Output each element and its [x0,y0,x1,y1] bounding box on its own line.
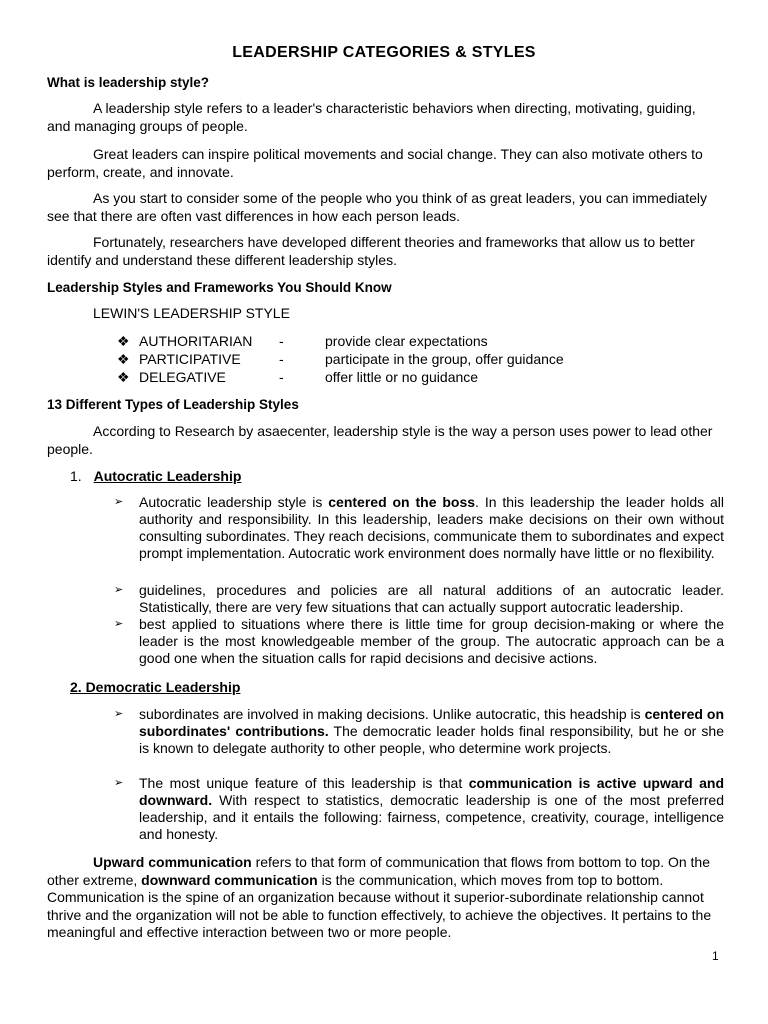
types-heading: 13 Different Types of Leadership Styles [47,397,299,412]
text-run: The most unique feature of this leadership is that [139,775,469,791]
text-run: is the communication, which moves from top to bottom. Communication is the spine of an organization because without it superior-subordinate relationship cannot thrive and the organization will not be able to function effectively, to achieve the objectives. It pertains to the meaningful and effective interaction between two or more people. [47,871,712,940]
bold-run: Upward communication [93,854,252,870]
autocratic-title: Autocratic Leadership [93,468,242,484]
autocratic-bullet-3 [114,616,724,667]
lewin-item-name: AUTHORITARIAN [139,333,253,349]
arrow-bullet-icon: ➢ [114,618,124,630]
diamond-bullet-icon: ❖ [117,333,130,349]
bullet-text: guidelines, procedures and policies are all natural additions of an autocratic leader. Statistically, there are very few situations that can actually support autocratic leadership. [139,582,724,615]
bold-run: communication is active upward and downward. [139,775,724,808]
democratic-title: 2. Democratic Leadership [70,679,241,695]
paragraph-4: Fortunately, researchers have developed different theories and frameworks that allow us to better identify and understand these different leadership styles. [47,234,695,268]
text-run: Autocratic leadership style is [139,494,329,510]
text-run: refers to that form of communication that flows from bottom to top. On the other extreme, [47,854,710,888]
lewin-item-desc: participate in the group, offer guidance [325,351,564,367]
paragraph-2: Great leaders can inspire political movements and social change. They can also motivate others to perform, create, and innovate. [47,146,703,180]
lewin-item-dash: - [279,351,284,367]
diamond-bullet-icon: ❖ [117,351,130,367]
text-run: . In this leadership the leader holds all authority and responsibility. In this leadership, leaders make decisions on their own without consulting subordinates. They reach decisions, communicate them to subordinates and expect prompt implementation. Autocratic work environment does normally have little or no flexibility. [139,494,724,561]
arrow-bullet-icon: ➢ [114,777,124,789]
what-is-heading: What is leadership style? [47,75,210,90]
lewin-item-desc: offer little or no guidance [325,369,479,385]
autocratic-bullet-1 [114,494,724,562]
bold-run: centered on the boss [328,494,476,510]
communication-paragraph [47,854,721,942]
paragraph-1: A leadership style refers to a leader's characteristic behaviors when directing, motivating, guiding, and managing groups of people. [47,100,696,134]
democratic-bullet-2 [114,775,724,843]
lewin-item-dash: - [279,333,284,349]
democratic-heading [70,679,240,695]
democratic-bullet-1 [114,706,724,757]
types-intro: According to Research by asaecenter, leadership style is the way a person uses power to lead other people. [47,423,713,457]
diamond-bullet-icon: ❖ [117,369,130,385]
bullet-text: best applied to situations where there is little time for group decision-making or where the leader is the most knowledgeable member of the group. The autocratic approach can be a good one when the situation calls for rapid decisions and decisive actions. [139,616,724,666]
bold-run: downward communication [141,871,318,888]
autocratic-number: 1. [70,468,82,484]
lewin-title: LEWIN'S LEADERSHIP STYLE [93,305,290,321]
page-title: LEADERSHIP CATEGORIES & STYLES [232,44,536,61]
bold-run: centered on subordinates' contributions. [139,706,724,739]
lewin-item-name: PARTICIPATIVE [139,351,241,367]
lewin-item-name: DELEGATIVE [139,369,226,385]
lewin-item-dash: - [279,369,284,385]
page-number: 1 [712,949,719,963]
frameworks-heading: Leadership Styles and Frameworks You Should Know [47,280,392,295]
arrow-bullet-icon: ➢ [114,708,124,720]
arrow-bullet-icon: ➢ [114,496,124,508]
text-run: subordinates are involved in making decisions. Unlike autocratic, this headship is [139,706,645,722]
autocratic-heading [70,468,241,484]
lewin-item-desc: provide clear expectations [325,333,488,349]
arrow-bullet-icon: ➢ [114,584,124,596]
text-run: With respect to statistics, democratic leadership is one of the most preferred leadership, and it entails the following: fairness, competence, creativity, courage, intelligence and honesty. [139,792,724,842]
paragraph-3: As you start to consider some of the people who you think of as great leaders, you can immediately see that there are often vast differences in how each person leads. [47,190,707,224]
autocratic-bullet-2 [114,582,724,616]
text-run: The democratic leader holds final responsibility, but he or she is known to delegate authority to other people, who determine work projects. [139,723,724,756]
